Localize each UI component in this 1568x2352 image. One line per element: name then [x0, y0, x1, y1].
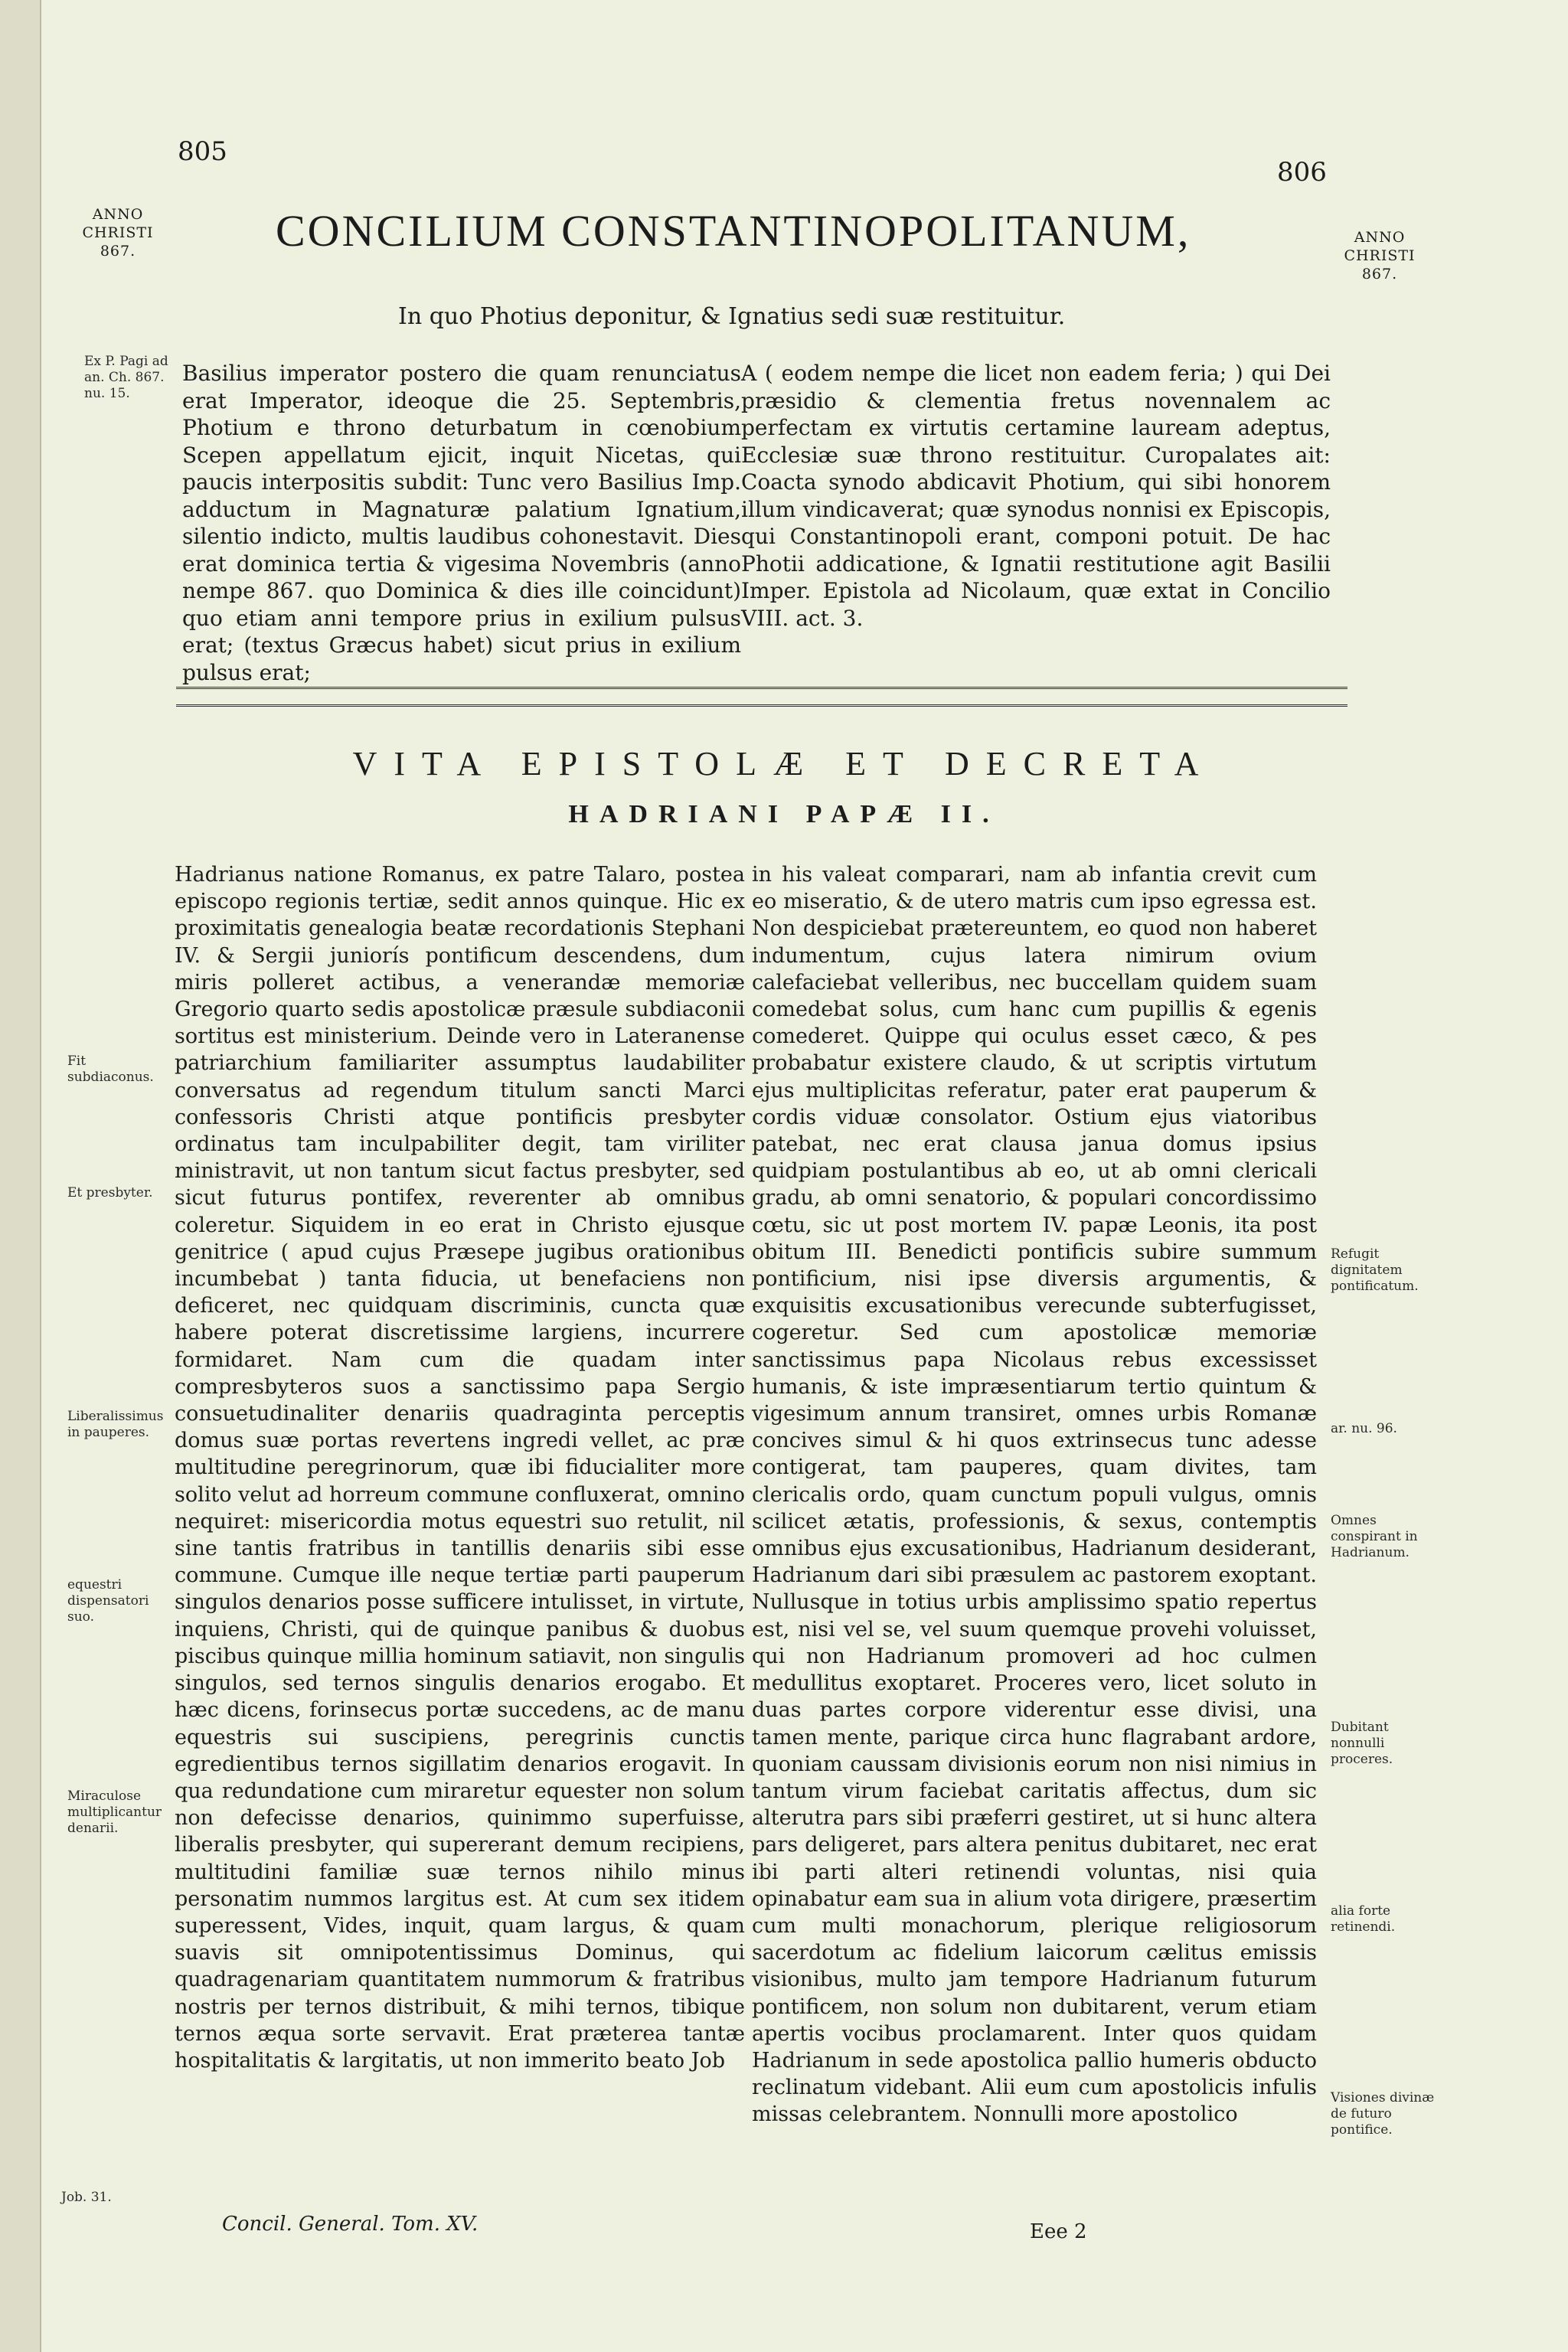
margin-right-4: Dubitant nonnulli proceres.: [1331, 1720, 1393, 1767]
page-number-right: 806: [1277, 157, 1327, 188]
margin-left-5: Miraculose multiplicantur denarii.: [67, 1788, 162, 1836]
margin-right-6: Visiones divinæ de futuro pontifice.: [1331, 2090, 1435, 2138]
margin-left-2: Et presbyter.: [67, 1185, 153, 1200]
intro-left-column: Basilius imperator postero die quam renunciatus erat Imperator, ideoque die 25. Septembris, Photium e throno deturbatum in cœnobium Scepen appellatum ejicit, inquit Nicetas, qui paucis interpositis subdit: Tunc vero Basilius Imp. adductum in Magnaturæ palatium Ignatium, silentio indicto, multis laudibus cohonestavit. Dies erat dominica tertia & vigesima Novembris (anno nempe 867. quo Dominica & dies ille coincidunt) quo etiam anni tempore prius in exilium pulsus erat; (textus Græcus habet) sicut prius in exilium pulsus erat;: [182, 361, 741, 685]
council-title: CONCILIUM CONSTANTINOPOLITANUM,: [276, 206, 1191, 256]
margin-left-1: Fit subdiaconus.: [67, 1054, 154, 1085]
footer-note: Concil. General. Tom. XV.: [222, 2213, 479, 2236]
anno-left: ANNO CHRISTI 867.: [82, 206, 154, 260]
margin-left-4: equestri dispensatori suo.: [67, 1577, 149, 1625]
council-subtitle: In quo Photius deponitur, & Ignatius sedi suæ restituitur.: [398, 303, 1066, 330]
adjacent-page-edge: [0, 0, 41, 2352]
margin-right-3: Omnes conspirant in Hadrianum.: [1331, 1513, 1418, 1560]
ornamental-divider: [176, 687, 1348, 707]
intro-right-column: A ( eodem nempe die licet non eadem feria; ) qui Dei præsidio & clementia fretus novennalem ac perfectam ex virtutis certamine lauream adeptus, Ecclesiæ suæ throno restituitur. Curopalates ait: Coacta synodo abdicavit Photium, qui sibi honorem illum vindicaverat; quæ synodus nonnisi ex Episcopis, qui Constantinopoli erant, componi potuit. De hac Photii addicatione, & Ignatii restitutione agit Basilii Imper. Epistola ad Nicolaum, quæ extat in Concilio VIII. act. 3.: [741, 361, 1331, 631]
page-number-left: 805: [178, 136, 227, 167]
signature-mark: Eee 2: [1030, 2220, 1087, 2243]
body-left-column: Hadrianus natione Romanus, ex patre Talaro, postea episcopo regionis tertiæ, sedit annos quinque. Hic ex proximitatis genealogia beatæ recordationis Stephani IV. & Sergii juniorís pontificum descendens, dum miris polleret actibus, a venerandæ memoriæ Gregorio quarto sedis apostolicæ præsule subdiaconii sortitus est ministerium. Deinde vero in Lateranense patriarchium familiariter assumptus laudabiliter conversatus ad regendum titulum sancti Marci confessoris Christi atque pontificis presbyter ordinatus tam inculpabiliter degit, tam viriliter ministravit, ut non tantum sicut factus presbyter, sed sicut futurus pontifex, reverenter ab omnibus coleretur. Siquidem in eo erat in Christo ejusque genitrice ( apud cujus Præsepe jugibus orationibus incumbebat ) tanta fiducia, ut benefaciens non deficeret, nec quidquam discriminis, cuncta quæ habere poterat discretissime largiens, incurrere formidaret. Nam cum die quadam inter compresbyteros suos a sanctissimo papa Sergio consuetudinaliter denariis quadraginta perceptis domus suæ portas revertens ingredi vellet, ac præ multitudine peregrinorum, quæ ibi fiducialiter more solito velut ad horreum commune confluxerat, omnino nequiret: misericordia motus equestri suo retulit, nil sine tantis fratribus in tantillis denariis sibi esse commune. Cumque ille neque tertiæ parti pauperum singulos denarios posse sufficere intulisset, in virtute, inquiens, Christi, qui de quinque panibus & duobus piscibus quinque millia hominum satiavit, non singulis singulos, sed ternos singulis denarios erogabo. Et hæc dicens, forinsecus portæ succedens, ac de manu equestris sui suscipiens, peregrinis cunctis egredientibus ternos sigillatim denarios erogavit. In qua redundatione cum miraretur equester non solum non defecisse denarios, quinimmo superfuisse, liberalis presbyter, qui supererant demum recipiens, multitudini familiæ suæ ternos nihilo minus personatim nummos largitus est. At cum sex itidem superessent, Vides, inquit, quam largus, & quam suavis sit omnipotentissimus Dominus, qui quadragenariam quantitatem nummorum & fratribus nostris per ternos distribuit, & mihi ternos, tibique ternos æqua sorte servavit. Erat præterea tantæ hospitalitatis & largitatis, ut non immerito beato Job: [175, 863, 745, 2073]
margin-right-5: alia forte retinendi.: [1331, 1903, 1396, 1935]
margin-left-3: Liberalissimus in pauperes.: [67, 1409, 164, 1440]
margin-right-1: Refugit dignitatem pontificatum.: [1331, 1246, 1419, 1294]
anno-right: ANNO CHRISTI 867.: [1344, 229, 1416, 283]
body-right-column: in his valeat comparari, nam ab infantia crevit cum eo miseratio, & de utero matris cum ipso egressa est. Non despiciebat prætereuntem, eo quod non haberet indumentum, cujus latera nimirum ovium calefaciebat velleribus, nec buccellam quidem suam comedebat solus, cum hanc cum pupillis & egenis comederet. Quippe qui oculus esset cæco, & pes probabatur existere claudo, & ut scriptis virtutum ejus multiplicitas referatur, pater erat pauperum & cordis viduæ consolator. Ostium ejus viatoribus patebat, nec erat clausa janua domus ipsius quidpiam postulantibus ab eo, ut ab omni clericali gradu, ab omni senatorio, & populari concordissimo cœtu, sic ut post mortem IV. papæ Leonis, ita post obitum III. Benedicti pontificis subire summum pontificium, nisi ipse diversis argumentis, & exquisitis excusationibus verecunde subterfugisset, cogeretur. Sed cum apostolicæ memoriæ sanctissimus papa Nicolaus rebus excessisset humanis, & iste impræsentiarum tertio quintum & vigesimum annum transiret, omnes urbis Romanæ concives simul & hi quos extrinsecus tunc adesse contigerat, tam pauperes, quam divites, tam clericalis ordo, quam cunctum populi vulgus, omnis scilicet ætatis, professionis, & sexus, contemptis omnibus ejus excusationibus, Hadrianum desiderant, Hadrianum dari sibi præsulem ac pastorem exoptant. Nullusque in totius urbis amplissimo spatio repertus est, nisi vel se, vel suum quemque provehi voluisset, qui non Hadrianum promoveri ad hoc culmen medullitus exoptaret. Proceres vero, licet soluto in duas partes corpore viderentur esse divisi, una tamen mente, parique circa hunc flagrabant ardore, quoniam caussam divisionis eorum non nisi nimius in tantum virum faciebat caritatis affectus, dum sic alterutra pars sibi præferri gestiret, ut si hunc altera pars deligeret, pars altera penitus dubitaret, nec erat ibi parti alteri retinendi voluntas, nisi quia opinabatur eam sua in alium vota dirigere, præsertim cum multi monachorum, plerique religiosorum sacerdotum ac fidelium laicorum cælitus emissis visionibus, multo jam tempore Hadrianum futurum pontificem, non solum non dubitarent, verum etiam apertis vocibus proclamarent. Inter quos quidam Hadrianum in sede apostolica pallio humeris obducto reclinatum videbant. Alii eum cum apostolicis infulis missas celebrantem. Nonnulli more apostolico: [752, 863, 1317, 2127]
section-heading: VITA EPISTOLÆ ET DECRETA: [352, 745, 1216, 782]
margin-right-2: ar. nu. 96.: [1331, 1421, 1397, 1436]
margin-left-6: Job. 31.: [61, 2190, 112, 2205]
margin-top: Ex P. Pagi ad an. Ch. 867. nu. 15.: [84, 354, 168, 401]
section-subheading: HADRIANI PAPÆ II.: [568, 800, 1000, 828]
